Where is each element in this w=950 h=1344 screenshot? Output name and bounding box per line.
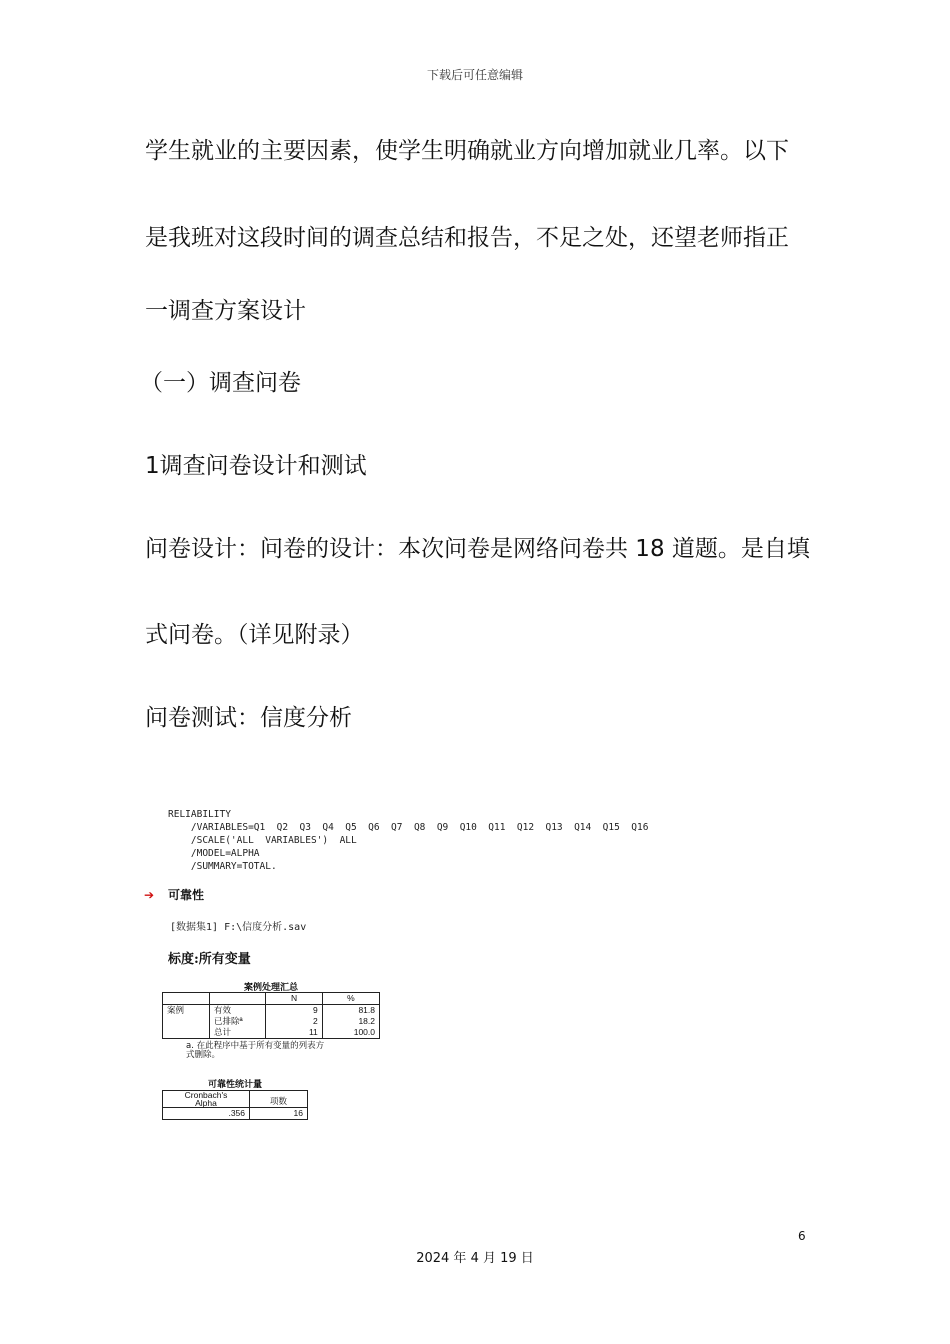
page-header: 下载后可任意编辑 bbox=[426, 68, 523, 82]
page-footer-date: 2024 年 4 月 19 日 bbox=[416, 1251, 534, 1266]
table-row bbox=[163, 993, 380, 1005]
table-cell bbox=[210, 993, 266, 1005]
arrow-right-icon: ➔ bbox=[144, 888, 155, 902]
header-line: Alpha bbox=[195, 1098, 217, 1108]
reliability-statistics-table bbox=[162, 1090, 308, 1120]
header-line: Cronbach's bbox=[184, 1090, 228, 1100]
col-header-pct: % bbox=[322, 993, 379, 1005]
footnote-line: 式删除。 bbox=[186, 1050, 221, 1060]
table-cell: 16 bbox=[250, 1108, 308, 1120]
row-label: 总计 bbox=[210, 1027, 266, 1039]
body-paragraph-line: 是我班对这段时间的调查总结和报告，不足之处，还望老师指正 bbox=[145, 225, 789, 251]
row-label: 有效 bbox=[210, 1005, 266, 1017]
body-paragraph-line: 式问卷。（详见附录） bbox=[145, 622, 364, 648]
case-table-title: 案例处理汇总 bbox=[243, 983, 298, 993]
table-cell: 9 bbox=[266, 1005, 322, 1017]
spss-section-title: 可靠性 bbox=[168, 888, 205, 902]
syntax-line: /SUMMARY=TOTAL. bbox=[168, 861, 277, 872]
table-row bbox=[163, 1108, 308, 1120]
col-header-alpha bbox=[163, 1091, 250, 1108]
case-processing-table bbox=[162, 992, 380, 1039]
row-label: 已排除ª bbox=[210, 1016, 266, 1027]
page-number: 6 bbox=[798, 1229, 806, 1243]
table-cell: 2 bbox=[266, 1016, 322, 1027]
reliability-table-title: 可靠性统计量 bbox=[207, 1080, 262, 1090]
table-cell bbox=[163, 993, 210, 1005]
scale-title: 标度:所有变量 bbox=[168, 952, 251, 967]
syntax-line: /MODEL=ALPHA bbox=[168, 848, 260, 859]
row-group-label: 案例 bbox=[163, 1005, 210, 1039]
table-footnote bbox=[186, 1042, 324, 1060]
syntax-line: /VARIABLES=Q1 Q2 Q3 Q4 Q5 Q6 Q7 Q8 Q9 Q10 Q11 Q12 Q13 Q14 Q15 Q16 bbox=[168, 822, 649, 833]
body-paragraph-line: 问卷设计：问卷的设计：本次问卷是网络问卷共 18 道题。是自填 bbox=[145, 536, 810, 562]
col-header-items: 项数 bbox=[250, 1091, 308, 1108]
table-row bbox=[163, 1091, 308, 1108]
table-cell: 81.8 bbox=[322, 1005, 379, 1017]
table-cell: 18.2 bbox=[322, 1016, 379, 1027]
body-paragraph-line: 问卷测试：信度分析 bbox=[145, 705, 352, 731]
dataset-label: [数据集1] F:\信度分析.sav bbox=[170, 922, 307, 933]
subsection-heading: （一）调查问卷 bbox=[140, 370, 301, 396]
syntax-line: RELIABILITY bbox=[168, 809, 231, 820]
table-cell: 100.0 bbox=[322, 1027, 379, 1039]
section-heading: 一调查方案设计 bbox=[145, 298, 306, 324]
table-cell: .356 bbox=[163, 1108, 250, 1120]
spss-output-figure bbox=[144, 800, 760, 1130]
spss-syntax bbox=[168, 808, 648, 873]
table-row bbox=[163, 1005, 380, 1017]
body-paragraph-line: 学生就业的主要因素，使学生明确就业方向增加就业几率。以下 bbox=[145, 138, 789, 164]
table-cell: 11 bbox=[266, 1027, 322, 1039]
col-header-n: N bbox=[266, 993, 322, 1005]
footnote-line: a. 在此程序中基于所有变量的列表方 bbox=[186, 1041, 325, 1051]
syntax-line: /SCALE('ALL VARIABLES') ALL bbox=[168, 835, 357, 846]
item-heading: 1调查问卷设计和测试 bbox=[145, 453, 367, 479]
